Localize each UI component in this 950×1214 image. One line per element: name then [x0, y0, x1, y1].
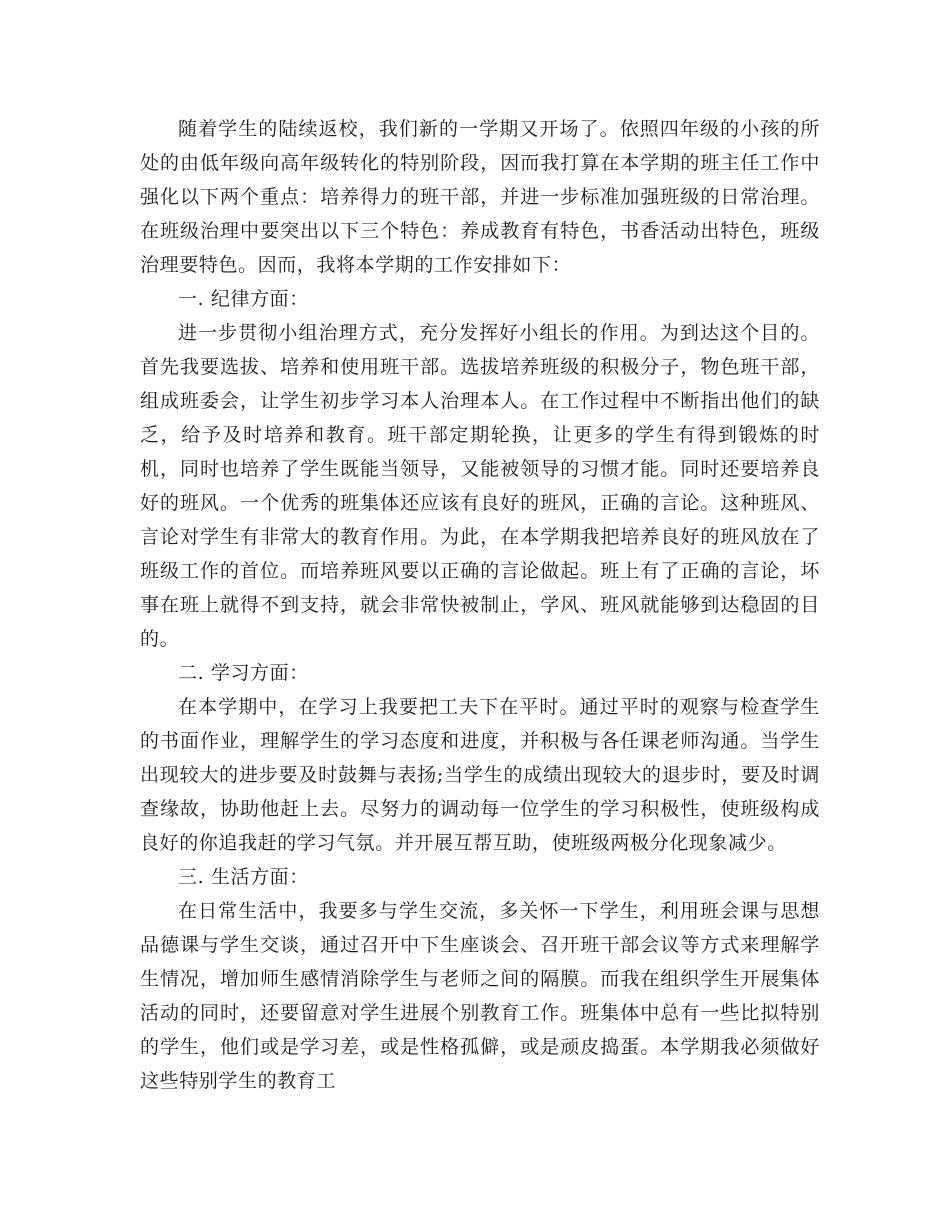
intro-paragraph: 随着学生的陆续返校，我们新的一学期又开场了。依照四年级的小孩的所处的由低年级向高年级转化的特别阶段，因而我打算在本学期的班主任工作中强化以下两个重点：培养得力的班干部，并进一步标准加强班级的日常治理。在班级治理中要突出以下三个特色：养成教育有特色，书香活动出特色，班级治理要特色。因而，我将本学期的工作安排如下：	[140, 118, 820, 276]
section-heading-study: 二. 学习方面：	[178, 662, 309, 684]
section-heading-life: 三. 生活方面：	[178, 866, 309, 888]
section-heading-discipline: 一. 纪律方面：	[178, 288, 309, 310]
life-paragraph: 在日常生活中，我要多与学生交流，多关怀一下学生，利用班会课与思想品德课与学生交谈，通过召开中下生座谈会、召开班干部会议等方式来理解学生情况，增加师生感情消除学生与老师之间的隔膜。而我在组织学生开展集体活动的同时，还要留意对学生进展个别教育工作。班集体中总有一些比拟特别的学生，他们或是学习差，或是性格孤僻，或是顽皮捣蛋。本学期我必须做好这些特别学生的教育工	[140, 900, 820, 1092]
study-paragraph: 在本学期中，在学习上我要把工夫下在平时。通过平时的观察与检查学生的书面作业，理解学生的学习态度和进度，并积极与各任课老师沟通。当学生出现较大的进步要及时鼓舞与表扬;当学生的成绩出现较大的退步时，要及时调查缘故，协助他赶上去。尽努力的调动每一位学生的学习积极性，使班级构成良好的你追我赶的学习气氛。并开展互帮互助，使班级两极分化现象减少。	[140, 696, 820, 854]
discipline-paragraph: 进一步贯彻小组治理方式，充分发挥好小组长的作用。为到达这个目的。首先我要选拔、培养和使用班干部。选拔培养班级的积极分子，物色班干部，组成班委会，让学生初步学习本人治理本人。在工作过程中不断指出他们的缺乏，给予及时培养和教育。班干部定期轮换，让更多的学生有得到锻炼的时机，同时也培养了学生既能当领导，又能被领导的习惯才能。同时还要培养良好的班风。一个优秀的班集体还应该有良好的班风，正确的言论。这种班风、言论对学生有非常大的教育作用。为此，在本学期我把培养良好的班风放在了班级工作的首位。而培养班风要以正确的言论做起。班上有了正确的言论，坏事在班上就得不到支持，就会非常快被制止，学风、班风就能够到达稳固的目的。	[140, 322, 820, 650]
document-body	[140, 112, 820, 1098]
